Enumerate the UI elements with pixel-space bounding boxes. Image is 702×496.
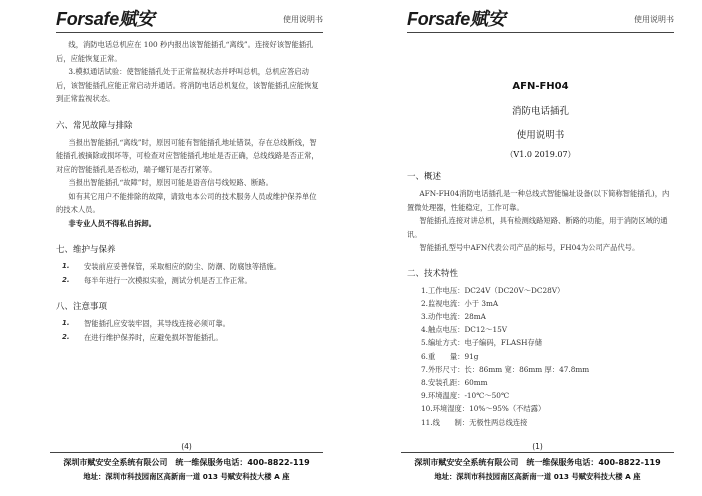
list-number: 1.: [62, 319, 70, 327]
model-title: AFN-FH04: [512, 81, 569, 92]
list-item: [56, 260, 323, 274]
company-line: 深圳市赋安安全系统有限公司 统一维保服务电话：400-8822-119: [414, 458, 661, 467]
spec-item: 4.触点电压：DC12～15V: [421, 325, 508, 335]
header-title: 使用说明书: [283, 15, 323, 24]
list-item: [56, 274, 323, 288]
paragraph: 当报出智能插孔“故障”时，原因可能是语音信号线短路、断路。: [68, 178, 273, 187]
list-text: 安装前应妥善保管，采取相应的防尘、防潮、防腐蚀等措施。: [84, 262, 282, 271]
company-line: 深圳市赋安安全系统有限公司 统一维保服务电话：400-8822-119: [63, 458, 310, 467]
page-header: [56, 8, 323, 33]
spec-list: [407, 284, 674, 429]
page-footer: [401, 442, 674, 484]
paragraph: 当报出智能插孔“离线”时，原因可能有智能插孔地址错误，存在总线断线，智能插孔被摘除或损坏等，可检查对应智能插孔地址是否正确，总线线路是否正常，对应的智能插孔是否松动，端子螺钉是否打紧等。: [56, 137, 319, 174]
list-number: 2.: [62, 332, 70, 341]
paragraph: 智能插孔型号中AFN代表公司产品的标号，FH04为公司产品代号。: [419, 243, 640, 252]
page-number: (1): [401, 442, 674, 453]
spec-item: 3.动作电流：28mA: [421, 311, 486, 321]
list-number: 1.: [62, 262, 70, 270]
document-title: 使用说明书: [516, 130, 565, 141]
spec-item: 2.监视电流：小于 3mA: [421, 298, 499, 308]
page-header: [407, 8, 674, 33]
paragraph: AFN-FH04消防电话插孔是一种总线式智能编址设备(以下简称智能插孔)，内置微处理器，性能稳定，工作可靠。: [407, 189, 670, 212]
paragraph: 3.模拟通话试验：使智能插孔处于正常监视状态并呼叫总机，总机应答启动后，该智能插孔应能正常启动并通话。将消防电话总机复位，该智能插孔应能恢复到正常监视状态。: [56, 67, 319, 103]
page-body: [56, 38, 323, 344]
list-number: 2.: [62, 275, 70, 284]
section-title-notes: 八、注意事项: [56, 302, 108, 312]
section-title-maintenance: 七、维护与保养: [56, 245, 116, 255]
list-text: 智能插孔应安装牢固，其导线连接必须可靠。: [84, 319, 230, 328]
list-text: 在进行维护保养时，应避免损坏智能插孔。: [84, 332, 223, 342]
section-title-overview: 一、概述: [407, 172, 442, 182]
paragraph: 智能插孔连接对讲总机，具有检测线路短路、断路的功能，用于消防区域的通讯。: [407, 216, 668, 239]
page-number: (4): [50, 442, 323, 453]
spec-item: 5.编址方式：电子编码，FLASH存储: [421, 338, 543, 348]
list-item: [56, 331, 323, 345]
section-title-specs: 二、技术特性: [407, 268, 459, 279]
product-title: 消防电话插孔: [511, 106, 569, 117]
spec-item: 10.环境湿度：10%～95%（不结露）: [421, 404, 546, 414]
spec-item: 9.环境温度：-10℃～50℃: [421, 391, 510, 401]
paragraph: 如有其它用户不能排除的故障，请致电本公司的技术服务人员或维护保养单位的技术人员。: [56, 191, 317, 214]
list-item: [56, 317, 323, 331]
forsafe-logo: Forsafe赋安: [407, 9, 506, 29]
header-title: 使用说明书: [634, 15, 674, 24]
paragraph: 线，消防电话总机应在 100 秒内报出该智能插孔“离线”。连接好该智能插孔后，应能恢复正常。: [56, 40, 314, 63]
address-line: 地址：深圳市科技园南区高新南一道 013 号赋安科技大楼 A 座: [83, 472, 290, 481]
page-body: [407, 80, 674, 429]
warning-text: 非专业人员不得私自拆卸。: [68, 218, 156, 228]
page-footer: [50, 442, 323, 484]
section-title-troubleshooting: 六、常见故障与排除: [56, 120, 133, 131]
spec-item: 6.重 量：91g: [421, 351, 479, 361]
spec-item: 8.安装孔距：60mm: [421, 377, 488, 387]
manual-page-1: [351, 0, 702, 496]
forsafe-logo: Forsafe赋安: [56, 9, 155, 29]
spec-item: 7.外形尺寸：长：86mm 宽：86mm 厚：47.8mm: [421, 364, 590, 374]
list-text: 每半年进行一次模拟实验，测试分机是否工作正常。: [84, 275, 252, 285]
version-label: （V1.0 2019.07）: [505, 150, 576, 159]
address-line: 地址：深圳市科技园南区高新南一道 013 号赋安科技大楼 A 座: [434, 472, 641, 481]
spec-item: 1.工作电压：DC24V（DC20V～DC28V）: [421, 285, 565, 295]
spec-item: 11.线 制：无极性两总线连接: [421, 417, 528, 427]
